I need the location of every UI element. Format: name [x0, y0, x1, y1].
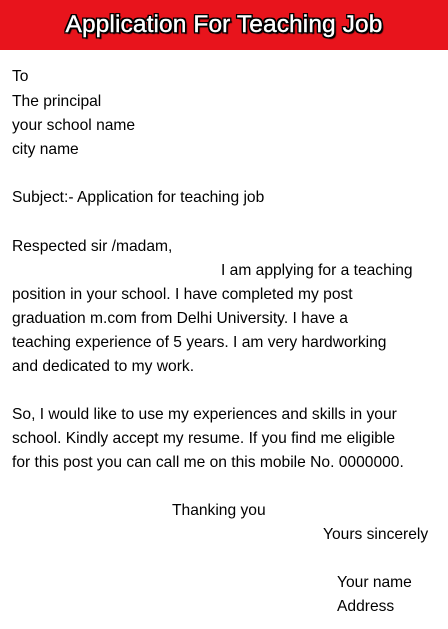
address-line-school: your school name — [12, 117, 136, 134]
body-line: So, I would like to use my experiences and skills in your — [12, 406, 397, 423]
closing-line: Yours sincerely — [323, 526, 429, 543]
subject-line: Subject:- Application for teaching job — [12, 189, 265, 206]
title-banner — [0, 0, 448, 50]
address-line-city: city name — [12, 141, 79, 158]
thanking-line: Thanking you — [172, 502, 266, 519]
body-line: and dedicated to my work. — [12, 358, 195, 375]
salutation: Respected sir /madam, — [12, 238, 173, 255]
body-line: school. Kindly accept my resume. If you find me eligible — [12, 430, 396, 447]
body-line: I am applying for a teaching — [221, 262, 413, 279]
address-line-to: To — [12, 68, 29, 85]
page-title: Application For Teaching Job — [65, 11, 383, 38]
signature-name: Your name — [337, 574, 412, 591]
body-line: position in your school. I have completed my post — [12, 286, 353, 303]
body-line: teaching experience of 5 years. I am very hardworking — [12, 334, 387, 351]
body-line: for this post you can call me on this mobile No. 0000000. — [12, 454, 404, 471]
signature-address: Address — [337, 598, 395, 615]
body-line: graduation m.com from Delhi University. I have a — [12, 310, 348, 327]
address-line-recipient: The principal — [12, 93, 102, 110]
